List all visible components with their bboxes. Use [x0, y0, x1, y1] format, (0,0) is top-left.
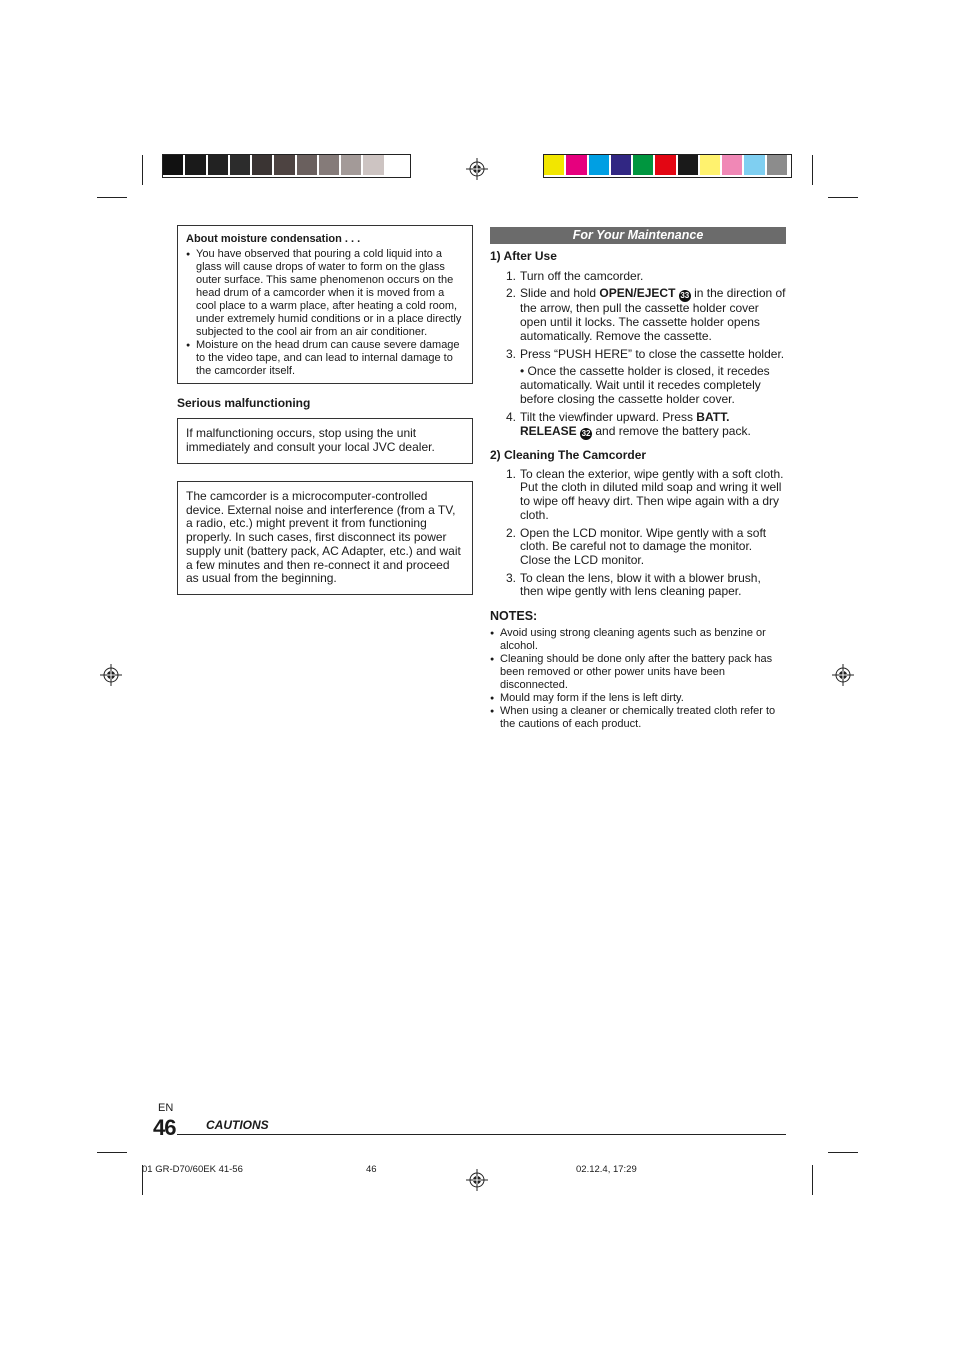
footer-rule: [177, 1134, 786, 1135]
after-use-step: 1. Turn off the camcorder.: [506, 268, 644, 283]
color-swatch: [566, 155, 586, 175]
moisture-bullet: ● Moisture on the head drum can cause severe damage to the video tape, and can lead to internal damage to the camcorder itself.: [186, 339, 464, 378]
notes-heading: NOTES:: [490, 609, 538, 624]
color-swatch: [589, 155, 609, 175]
serious-malfunction-box: [177, 418, 473, 464]
after-use-heading: 1) After Use: [490, 249, 557, 263]
after-use-step: 3. Press “PUSH HERE” to close the cassette holder.: [506, 346, 785, 361]
after-use-step: 4. Tilt the viewfinder upward. Press BATT. RELEASE 32 and remove the battery pack.: [506, 410, 751, 439]
language-label: EN: [158, 1102, 174, 1114]
color-swatch: [633, 155, 653, 175]
moisture-title: About moisture condensation . . .: [186, 233, 361, 245]
color-swatch: [700, 155, 720, 175]
color-swatch: [544, 155, 564, 175]
moisture-condensation-box: [177, 225, 473, 384]
moisture-bullet: ● You have observed that pouring a cold liquid into a glass will cause drops of water to form on the glass outer surface. This same phenomenon occurs on the head drum of a camcorder when it is moved from a cool place to a warm place, after heating a cold room, under extremely humid conditions or in a place directly subjected to the cool air from an air conditioner.: [186, 248, 464, 339]
crop-mark: [828, 1152, 858, 1153]
color-swatch: [319, 155, 339, 175]
registration-mark-icon: [832, 664, 854, 686]
note-item: ● When using a cleaner or chemically treated cloth refer to the cautions of each product.: [490, 705, 786, 731]
control-number-badge: 32: [581, 429, 591, 439]
registration-mark-icon: [466, 1169, 488, 1191]
color-swatch: [722, 155, 742, 175]
note-item: ● Avoid using strong cleaning agents such as benzine or alcohol.: [490, 627, 786, 653]
print-file-label: 01 GR-D70/60EK 41-56: [142, 1164, 243, 1175]
print-date-label: 02.12.4, 17:29: [576, 1164, 637, 1175]
crop-mark: [812, 155, 813, 185]
crop-mark: [97, 1152, 127, 1153]
cleaning-step: 3. To clean the lens, blow it with a blower brush, then wipe gently with lens cleaning paper.: [506, 570, 761, 599]
color-swatch: [678, 155, 698, 175]
color-swatch: [767, 155, 787, 175]
after-use-step: 2. Slide and hold OPEN/EJECT 33 in the direction of the arrow, then pull the cassette holder cover open until it locks. The cassette holder opens automatically. Remove the cassette.: [506, 286, 786, 343]
note-item: ● Mould may form if the lens is left dirty.: [490, 692, 786, 705]
color-swatch: [744, 155, 764, 175]
cleaning-step: 2. Open the LCD monitor. Wipe gently with a soft cloth. Be careful not to damage the monitor. Close the LCD monitor.: [506, 525, 767, 567]
crop-mark: [97, 197, 127, 198]
color-swatch: [655, 155, 675, 175]
registration-mark-icon: [100, 664, 122, 686]
color-calibration-bar: [543, 154, 792, 178]
grayscale-calibration-bar: [162, 154, 411, 178]
microcomputer-box: [177, 481, 473, 595]
microcomputer-text: The camcorder is a microcomputer-controlled device. External noise and interference (from a TV, a radio, etc.) might prevent it from functioning properly. In such cases, first disconnect its power supply unit (battery pack, AC Adapter, etc.) and wait a few minutes and then re-connect it and proceed as usual from the beginning.: [186, 489, 461, 586]
color-swatch: [297, 155, 317, 175]
crop-mark: [812, 1165, 813, 1195]
note-item: ● Cleaning should be done only after the battery pack has been removed or other power units have been disconnected.: [490, 653, 786, 692]
crop-mark: [142, 155, 143, 185]
cleaning-heading: 2) Cleaning The Camcorder: [490, 448, 647, 463]
color-swatch: [163, 155, 183, 175]
control-number-badge: 33: [680, 291, 690, 301]
section-label: CAUTIONS: [206, 1118, 269, 1132]
print-page-label: 46: [366, 1164, 377, 1175]
after-use-sub-bullet: • Once the cassette holder is closed, it recedes automatically. Wait until it recedes completely before closing the cassette holder cover.: [520, 364, 770, 406]
crop-mark: [828, 197, 858, 198]
color-swatch: [341, 155, 361, 175]
maintenance-section: [490, 250, 786, 731]
color-swatch: [252, 155, 272, 175]
serious-malfunction-heading: Serious malfunctioning: [177, 396, 311, 410]
color-swatch: [230, 155, 250, 175]
cleaning-step: 1. To clean the exterior, wipe gently with a soft cloth. Put the cloth in diluted mild soap and wring it well to wipe off heavy dirt. Then wipe again with a dry cloth.: [506, 466, 784, 522]
registration-mark-icon: [466, 158, 488, 180]
color-swatch: [185, 155, 205, 175]
color-swatch: [386, 155, 406, 175]
maintenance-header: For Your Maintenance: [490, 227, 786, 244]
color-swatch: [274, 155, 294, 175]
color-swatch: [363, 155, 383, 175]
color-swatch: [611, 155, 631, 175]
color-swatch: [208, 155, 228, 175]
serious-malfunction-text: If malfunctioning occurs, stop using the unit immediately and consult your local JVC dealer.: [186, 426, 435, 454]
page-number: 46: [153, 1115, 176, 1140]
